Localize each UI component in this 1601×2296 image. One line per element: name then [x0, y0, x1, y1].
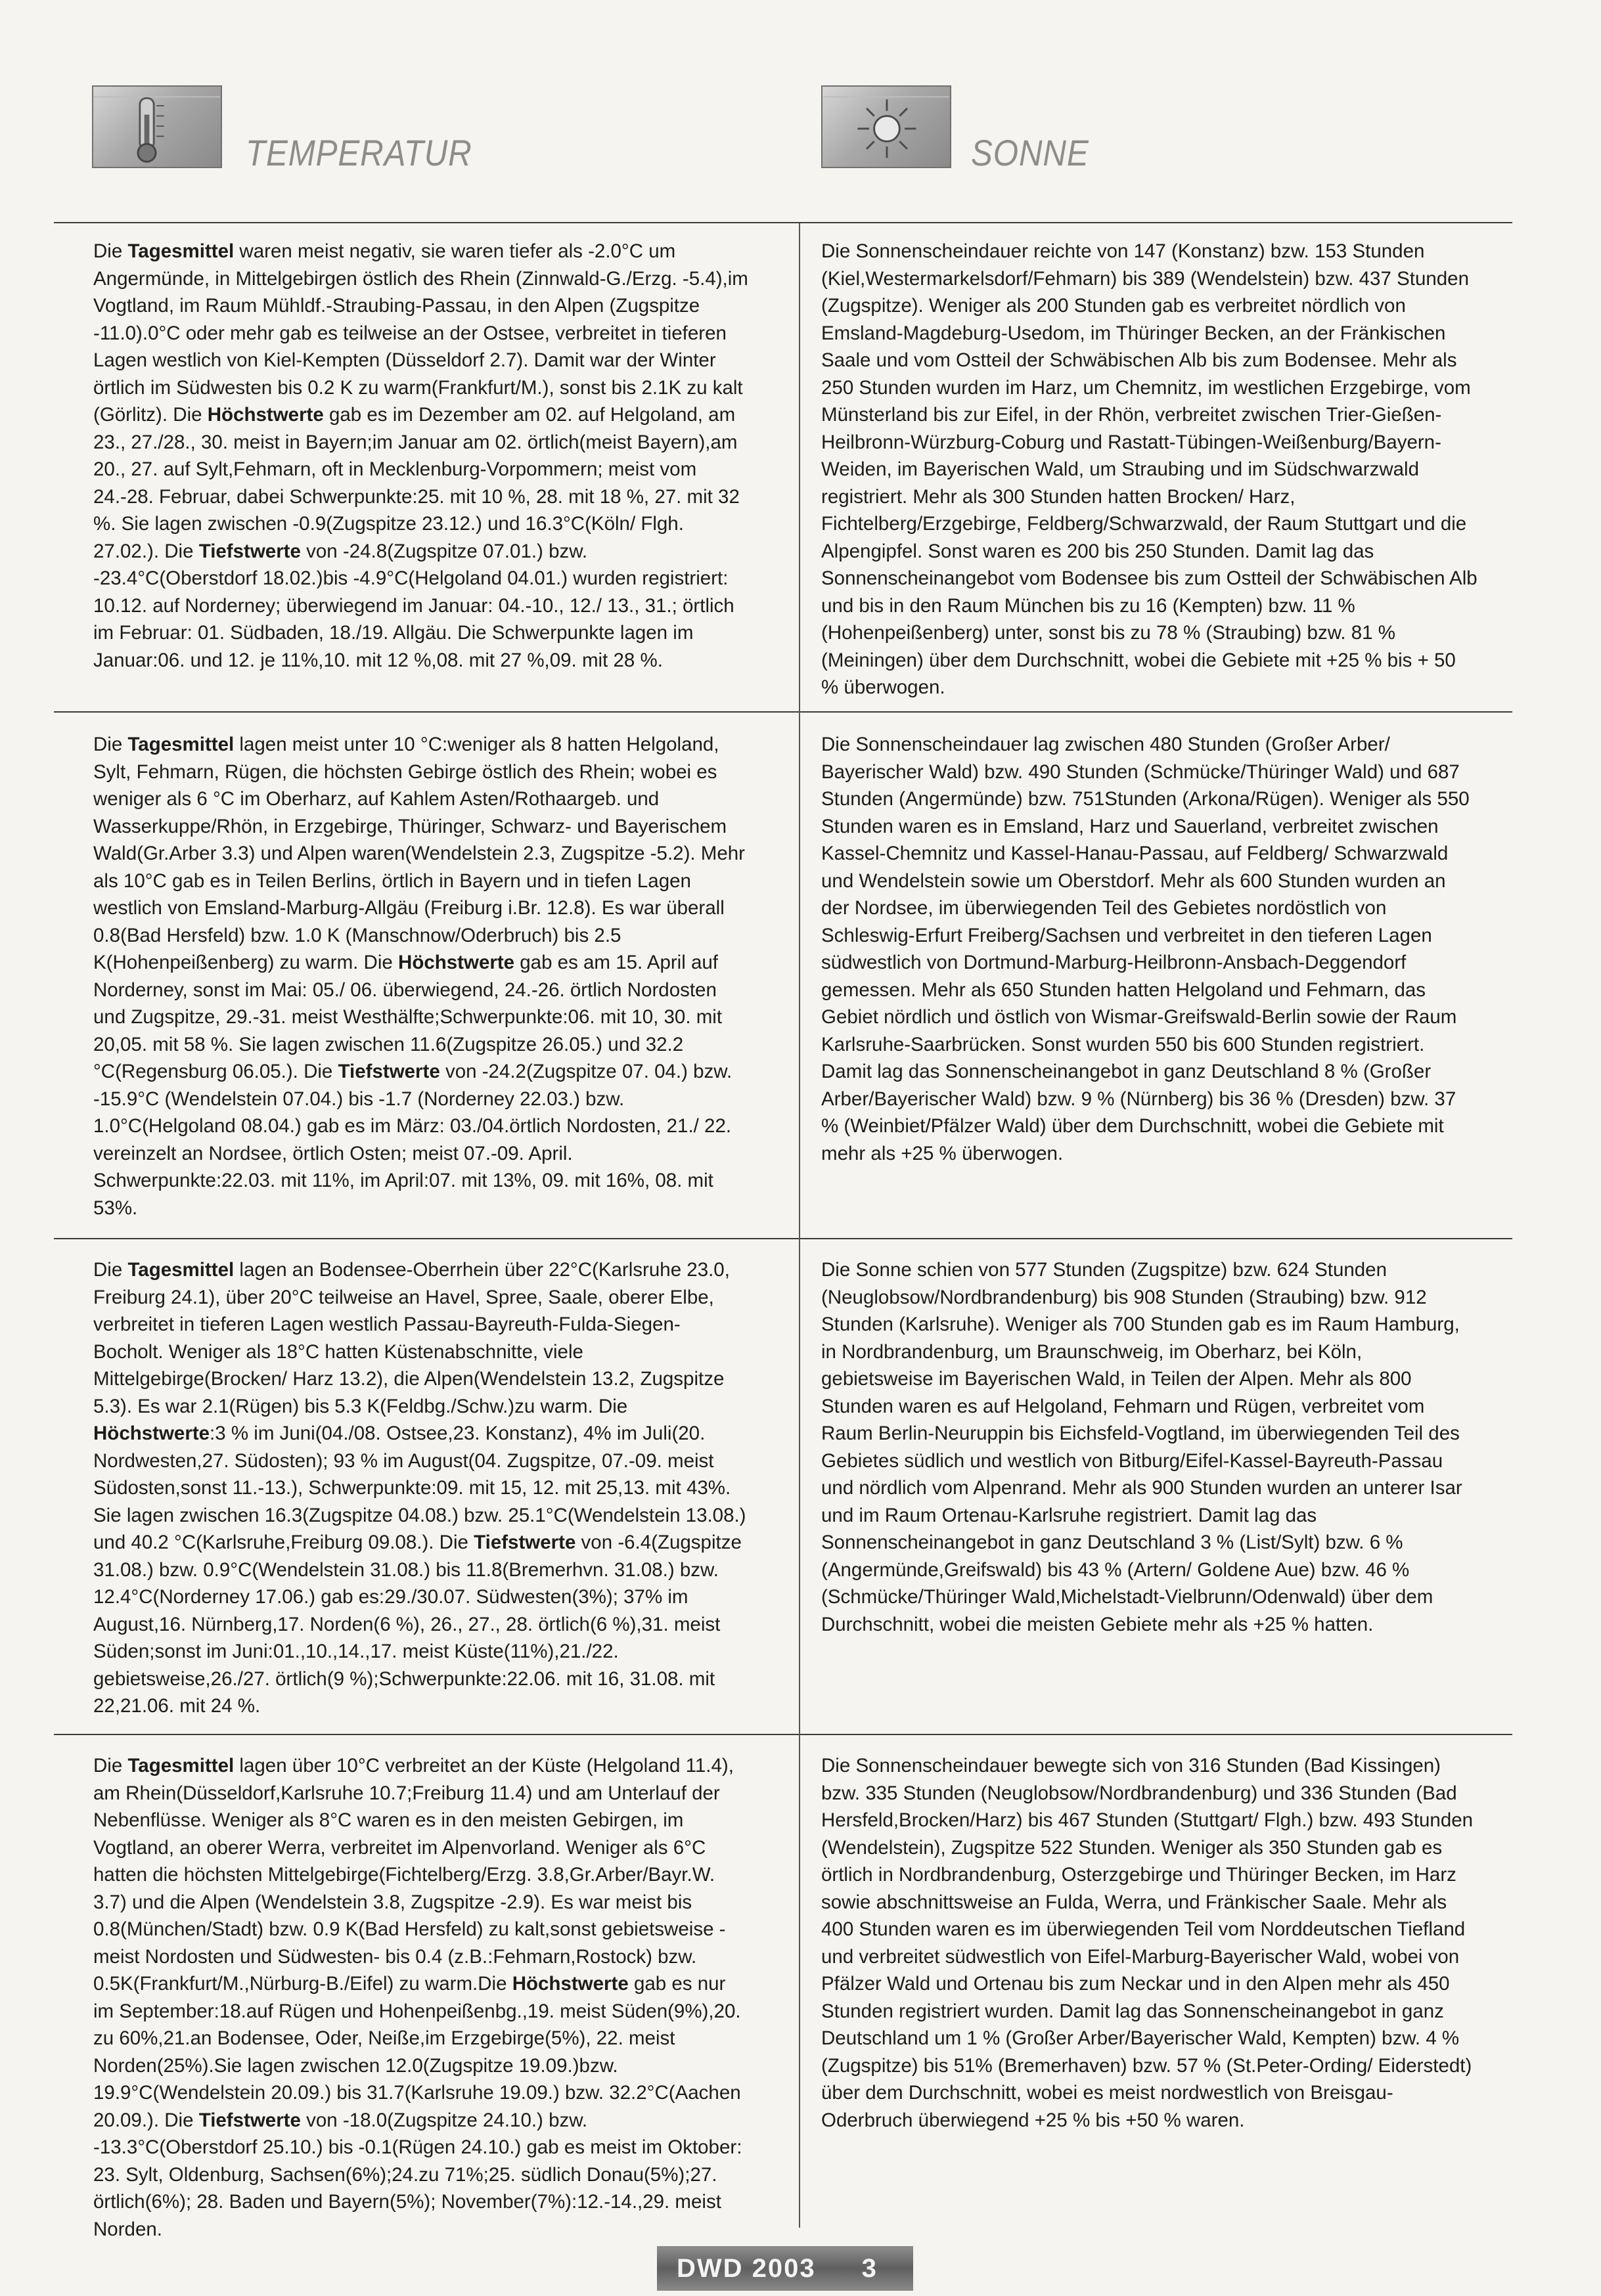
sunshine-summer-text — [821, 1256, 1478, 1638]
section-divider — [54, 1238, 1512, 1239]
bold-term: Tiefstwerte — [198, 2109, 301, 2131]
column-divider — [799, 223, 800, 713]
sunshine-paragraph: Die Sonnenscheindauer bewegte sich von 316 Stunden (Bad Kissingen) bzw. 335 Stunden (Neuglobsow/Nordbrandenburg) und 336 Stunden (Bad Hersfeld,Brocken/Harz) bis 467 Stunden (Stuttgart/ Flgh.) bzw. 493 Stunden (Wendelstein), Zugspitze 522 Stunden. Weniger als 350 Stunden gab es örtlich in Nordbrandenburg, Osterzgebirge und Thüringer Becken, im Harz sowie abschnittsweise an Fulda, Werra, und Fränkischer Saale. Mehr als 400 Stunden waren es im überwiegenden Teil vom Norddeutschen Tiefland und verbreitet südwestlich von Eifel-Marburg-Bayerischer Wald, wobei von Pfälzer Wald und Ortenau bis zum Neckar und in den Alpen mehr als 450 Stunden registriert wurden. Damit lag das Sonnenscheinangebot in ganz Deutschland um 1 % (Großer Arber/Bayerischer Wald, Kempten) bzw. 4 % (Zugspitze) bis 51% (Bremerhaven) bzw. 57 % (St.Peter-Ording/ Eiderstedt) über dem Durchschnitt, wobei es meist nordwestlich von Breisgau-Oderbruch überwiegend +25 % bis +50 % waren. — [821, 1755, 1474, 2131]
column-divider — [799, 713, 800, 1239]
bold-term: Tagesmittel — [127, 240, 235, 262]
bold-term: Tagesmittel — [127, 1755, 235, 1777]
sunshine-paragraph: Die Sonne schien von 577 Stunden (Zugspitze) bzw. 624 Stunden (Neuglobsow/Nordbrandenburg) bis 908 Stunden (Straubing) bzw. 912 Stunden (Karlsruhe). Weniger als 700 Stunden gab es im Raum Hamburg, in Nordbrandenburg, um Braunschweig, im Oberharz, bei Köln, gebietsweise im Bayerischen Wald, in Teilen der Alpen. Mehr als 800 Stunden waren es auf Helgoland, Fehmarn und Rügen, verbreitet vom Raum Berlin-Neuruppin bis Eichsfeld-Vogtland, im überwiegenden Teil des Gebietes südlich und westlich von Bitburg/Eifel-Kassel-Bayreuth-Passau und nördlich vom Alpenrand. Mehr als 900 Stunden wurden an unterer Isar und im Raum Ortenau-Karlsruhe registriert. Damit lag das Sonnenscheinangebot in ganz Deutschland 3 % (List/Sylt) bzw. 6 % (Angermünde,Greifswald) bis 43 % (Artern/ Goldene Aue) bzw. 46 % (Schmücke/Thüringer Wald,Michelstadt-Vielbrunn/Odenwald) über dem Durchschnitt, wobei die meisten Gebiete mehr als +25 % hatten. — [821, 1259, 1462, 1635]
bold-term: Tagesmittel — [127, 1259, 235, 1281]
temperature-paragraph: Die Tagesmittel lagen an Bodensee-Oberrhein über 22°C(Karlsruhe 23.0, Freiburg 24.1), über 20°C teilweise an Havel, Spree, Saale, oberer Elbe, verbreitet in tieferen Lagen westlich Passau-Bayreuth-Fulda-Siegen-Bocholt. Weniger als 18°C hatten Küstenabschnitte, viele Mittelgebirge(Brocken/ Harz 13.2), die Alpen(Wendelstein 13.2, Zugspitze 5.3). Es war 2.1(Rügen) bis 5.3 K(Feldbg./Schw.)zu warm. Die Höchstwerte:3 % im Juni(04./08. Ostsee,23. Konstanz), 4% im Juli(20. Nordwesten,27. Südosten); 93 % im August(04. Zugspitze, 07.-09. meist Südosten,sonst 11.-13.), Schwerpunkte:09. mit 15, 12. mit 25,13. mit 43%. Sie lagen zwischen 16.3(Zugspitze 04.08.) bzw. 25.1°C(Wendelstein 13.08.) und 40.2 °C(Karlsruhe,Freiburg 09.08.). Die Tiefstwerte von -6.4(Zugspitze 31.08.) bzw. 0.9°C(Wendelstein 31.08.) bis 11.8(Bremerhvn. 31.08.) bzw. 12.4°C(Norderney 17.06.) gab es:29./30.07. Südwesten(3%); 37% im August,16. Nürnberg,17. Norden(6 %), 26., 27., 28. örtlich(6 %),31. meist Süden;sonst im Juni:01.,10.,14.,17. meist Küste(11%),21./22. gebietsweise,26./27. örtlich(9 %);Schwerpunkte:22.06. mit 16, 31.08. mit 22,21.06. mit 24 %. — [93, 1259, 746, 1717]
thermometer-icon-graphic — [93, 87, 221, 167]
bold-term: Höchstwerte — [207, 404, 324, 426]
temperature-autumn-text — [93, 1752, 750, 2243]
bold-term: Tiefstwerte — [474, 1532, 576, 1553]
column-divider — [799, 1239, 800, 1735]
footer-label: DWD 2003 — [677, 2254, 816, 2283]
sunshine-heading: SONNE — [971, 132, 1089, 173]
temperature-spring-text — [93, 731, 750, 1222]
column-divider — [799, 1735, 800, 2228]
page-footer — [657, 2246, 913, 2291]
temperature-heading: TEMPERATUR — [246, 132, 472, 173]
page-number: 3 — [861, 2254, 878, 2283]
sunshine-paragraph: Die Sonnenscheindauer lag zwischen 480 Stunden (Großer Arber/ Bayerischer Wald) bzw. 490 Stunden (Schmücke/Thüringer Wald) und 687 Stunden (Angermünde) bzw. 751Stunden (Arkona/Rügen). Weniger als 550 Stunden waren es in Emsland, Harz und Sauerland, verbreitet zwischen Kassel-Chemnitz und Kassel-Hanau-Passau, auf Feldberg/ Schwarzwald und Wendelstein sowie um Oberstdorf. Mehr als 600 Stunden wurden an der Nordsee, im überwiegenden Teil des Gebietes nordöstlich von Schleswig-Erfurt Freiberg/Sachsen und verbreitet in den tieferen Lagen südwestlich von Dortmund-Marburg-Heilbronn-Ansbach-Deggendorf gemessen. Mehr als 650 Stunden hatten Helgoland und Fehmarn, das Gebiet nördlich und östlich von Wismar-Greifswald-Berlin sowie der Raum Karlsruhe-Saarbrücken. Sonst wurden 550 bis 600 Stunden registriert. Damit lag das Sonnenscheinangebot in ganz Deutschland 8 % (Großer Arber/Bayerischer Wald) bzw. 9 % (Nürnberg) bis 36 % (Dresden) bzw. 37 % (Weinbiet/Pfälzer Wald) über dem Durchschnitt, wobei die Gebiete mit mehr als +25 % überwogen. — [821, 734, 1470, 1164]
bold-term: Tiefstwerte — [338, 1061, 440, 1082]
section-divider — [54, 1734, 1512, 1735]
sunshine-paragraph: Die Sonnenscheindauer reichte von 147 (Konstanz) bzw. 153 Stunden (Kiel,Westermarkelsdorf/Fehmarn) bis 389 (Wendelstein) bzw. 437 Stunden (Zugspitze). Weniger als 200 Stunden gab es verbreitet nördlich von Emsland-Magdeburg-Usedom, im Thüringer Becken, an der Fränkischen Saale und vom Ostteil der Schwäbischen Alb bis zum Bodensee. Mehr als 250 Stunden wurden im Harz, um Chemnitz, im westlichen Erzgebirge, vom Münsterland bis zur Eifel, in der Rhön, verbreitet zwischen Trier-Gießen-Heilbronn-Würzburg-Coburg und Rastatt-Tübingen-Weißenburg/Bayern-Weiden, im Bayerischen Wald, um Straubing und im Südschwarzwald registriert. Mehr als 300 Stunden hatten Brocken/ Harz, Fichtelberg/Erzgebirge, Feldberg/Schwarzwald, der Raum Stuttgart und die Alpengipfel. Sonst waren es 200 bis 250 Stunden. Damit lag das Sonnenscheinangebot vom Bodensee bis zum Ostteil der Schwäbischen Alb und bis in den Raum München bis zu 16 (Kempten) bzw. 11 % (Hohenpeißenberg) unter, sonst bis zu 78 % (Straubing) bzw. 81 % (Meiningen) über dem Durchschnitt, wobei die Gebiete mit +25 % bis + 50 % überwogen. — [821, 240, 1477, 698]
temperature-paragraph: Die Tagesmittel waren meist negativ, sie waren tiefer als -2.0°C um Angermünde, in Mittelgebirgen östlich des Rhein (Zinnwald-G./Erzg. -5.4),im Vogtland, im Raum Mühldf.-Straubing-Passau, in den Alpen (Zugspitze -11.0).0°C oder mehr gab es teilweise an der Ostsee, verbreitet in tieferen Lagen westlich von Kiel-Kempten (Düsseldorf 2.7). Damit war der Winter örtlich im Südwesten bis 0.2 K zu warm(Frankfurt/M.), sonst bis 2.1K zu kalt (Görlitz). Die Höchstwerte gab es im Dezember am 02. auf Helgoland, am 23., 27./28., 30. meist in Bayern;im Januar am 02. örtlich(meist Bayern),am 20., 27. auf Sylt,Fehmarn, oft in Mecklenburg-Vorpommern; meist vom 24.-28. Februar, dabei Schwerpunkte:25. mit 10 %, 28. mit 18 %, 27. mit 32 %. Sie lagen zwischen -0.9(Zugspitze 23.12.) und 16.3°C(Köln/ Flgh. 27.02.). Die Tiefstwerte von -24.8(Zugspitze 07.01.) bzw. -23.4°C(Oberstdorf 18.02.)bis -4.9°C(Helgoland 04.01.) wurden registriert: 10.12. auf Norderney; überwiegend im Januar: 04.-10., 12./ 13., 31.; örtlich im Februar: 01. Südbaden, 18./19. Allgäu. Die Schwerpunkte lagen im Januar:06. und 12. je 11%,10. mit 12 %,08. mit 27 %,09. mit 28 %. — [93, 240, 748, 671]
temperature-summer-text — [93, 1256, 750, 1720]
temperature-winter-text — [93, 238, 750, 674]
bold-term: Tagesmittel — [127, 734, 235, 755]
sun-icon-graphic — [823, 87, 950, 167]
bold-term: Höchstwerte — [93, 1423, 210, 1444]
sunshine-winter-text — [821, 238, 1478, 701]
thermometer-icon — [92, 85, 222, 168]
bold-term: Tiefstwerte — [198, 540, 301, 562]
sunshine-autumn-text — [821, 1752, 1478, 2134]
section-divider — [54, 222, 1512, 223]
temperature-paragraph: Die Tagesmittel lagen über 10°C verbreitet an der Küste (Helgoland 11.4), am Rhein(Düsseldorf,Karlsruhe 10.7;Freiburg 11.4) und am Unterlauf der Nebenflüsse. Weniger als 8°C waren es in den meisten Gebirgen, im Vogtland, an oberer Werra, verbreitet im Alpenvorland. Weniger als 6°C hatten die höchsten Mittelgebirge(Fichtelberg/Erzg. 3.8,Gr.Arber/Bayr.W. 3.7) und die Alpen (Wendelstein 3.8, Zugspitze -2.9). Es war meist bis 0.8(München/Stadt) bzw. 0.9 K(Bad Hersfeld) zu kalt,sonst gebietsweise -meist Nordosten und Südwesten- bis 0.4 (z.B.:Fehmarn,Rostock) bzw. 0.5K(Frankfurt/M.,Nürburg-B./Eifel) zu warm.Die Höchstwerte gab es nur im September:18.auf Rügen und Hohenpeißenbg.,19. meist Süden(9%),20. zu 60%,21.an Bodensee, Oder, Neiße,im Erzgebirge(5%), 22. meist Norden(25%).Sie lagen zwischen 12.0(Zugspitze 19.09.)bzw. 19.9°C(Wendelstein 20.09.) bis 31.7(Karlsruhe 19.09.) bzw. 32.2°C(Aachen 20.09.). Die Tiefstwerte von -18.0(Zugspitze 24.10.) bzw. -13.3°C(Oberstdorf 25.10.) bis -0.1(Rügen 24.10.) gab es meist im Oktober: 23. Sylt, Oldenburg, Sachsen(6%);24.zu 71%;25. südlich Donau(5%);27. örtlich(6%); 28. Baden und Bayern(5%); November(7%):12.-14.,29. meist Norden. — [93, 1755, 742, 2240]
temperature-paragraph: Die Tagesmittel lagen meist unter 10 °C:weniger als 8 hatten Helgoland, Sylt, Fehmarn, Rügen, die höchsten Gebirge östlich des Rhein; wobei es weniger als 6 °C im Oberharz, auf Kahlem Asten/Rothaargeb. und Wasserkuppe/Rhön, in Erzgebirge, Thüringer, Schwarz- und Bayerischem Wald(Gr.Arber 3.3) und Alpen waren(Wendelstein 2.3, Zugspitze -5.2). Mehr als 10°C gab es in Teilen Berlins, örtlich in Bayern und in tiefen Lagen westlich von Emsland-Marburg-Allgäu (Freiburg i.Br. 12.8). Es war überall 0.8(Bad Hersfeld) bzw. 1.0 K (Manschnow/Oderbruch) bis 2.5 K(Hohenpeißenberg) zu warm. Die Höchstwerte gab es am 15. April auf Norderney, sonst im Mai: 05./ 06. überwiegend, 24.-26. örtlich Nordosten und Zugspitze, 29.-31. meist Westhälfte;Schwerpunkte:06. mit 10, 30. mit 20,05. mit 58 %. Sie lagen zwischen 11.6(Zugspitze 26.05.) und 32.2 °C(Regensburg 06.05.). Die Tiefstwerte von -24.2(Zugspitze 07. 04.) bzw. -15.9°C (Wendelstein 07.04.) bis -1.7 (Norderney 22.03.) bzw. 1.0°C(Helgoland 08.04.) gab es im März: 03./04.örtlich Nordosten, 21./ 22. vereinzelt an Nordsee, örtlich Osten; meist 07.-09. April. Schwerpunkte:22.03. mit 11%, im April:07. mit 13%, 09. mit 16%, 08. mit 53%. — [93, 734, 745, 1219]
bold-term: Höchstwerte — [512, 1973, 629, 1995]
sun-icon — [821, 85, 951, 168]
sunshine-spring-text — [821, 731, 1478, 1167]
bold-term: Höchstwerte — [398, 952, 515, 973]
section-divider — [54, 711, 1512, 713]
